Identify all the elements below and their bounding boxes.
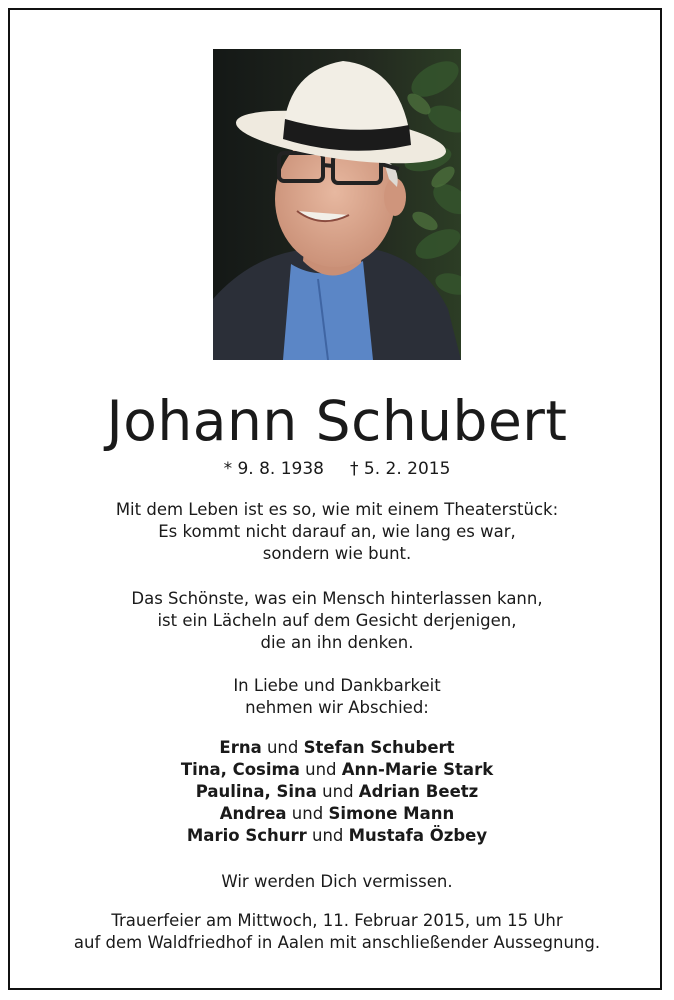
family-row bbox=[0, 825, 674, 847]
service-line: Trauerfeier am Mittwoch, 11. Februar 2015, um 15 Uhr bbox=[111, 911, 563, 930]
family-name: Stefan Schubert bbox=[303, 738, 455, 757]
family-joiner: und bbox=[316, 782, 359, 801]
quote-line: ist ein Lächeln auf dem Gesicht derjenigen, bbox=[157, 611, 517, 630]
family-name: Ann-Marie Stark bbox=[341, 760, 494, 779]
family-joiner: und bbox=[286, 804, 329, 823]
farewell-text bbox=[0, 675, 674, 719]
quote-line: Es kommt nicht darauf an, wie lang es war, bbox=[158, 522, 516, 541]
family-name: Erna bbox=[219, 738, 262, 757]
quote-theater bbox=[0, 499, 674, 565]
farewell-line: nehmen wir Abschied: bbox=[245, 698, 429, 717]
quote-smile bbox=[0, 588, 674, 654]
quote-line: Mit dem Leben ist es so, wie mit einem Theaterstück: bbox=[115, 500, 559, 519]
portrait-photo bbox=[213, 49, 461, 360]
family-name: Adrian Beetz bbox=[358, 782, 479, 801]
family-joiner: und bbox=[306, 826, 349, 845]
family-name: Mustafa Özbey bbox=[348, 826, 488, 845]
family-name: Simone Mann bbox=[328, 804, 455, 823]
farewell-line: In Liebe und Dankbarkeit bbox=[233, 676, 441, 695]
family-name: Mario Schurr bbox=[186, 826, 307, 845]
closing-line: Wir werden Dich vermissen. bbox=[221, 872, 453, 891]
service-line: auf dem Waldfriedhof in Aalen mit anschließender Aussegnung. bbox=[73, 933, 601, 952]
family-row bbox=[0, 781, 674, 803]
family-joiner: und bbox=[299, 760, 342, 779]
family-joiner: und bbox=[261, 738, 304, 757]
life-dates bbox=[0, 458, 674, 480]
quote-line: Das Schönste, was ein Mensch hinterlassen kann, bbox=[131, 589, 543, 608]
family-row bbox=[0, 759, 674, 781]
family-name: Andrea bbox=[219, 804, 287, 823]
quote-line: die an ihn denken. bbox=[260, 633, 414, 652]
birth-date: * 9. 8. 1938 bbox=[223, 459, 324, 479]
family-row bbox=[0, 737, 674, 759]
service-info bbox=[0, 910, 674, 954]
closing-text bbox=[0, 871, 674, 893]
death-date: † 5. 2. 2015 bbox=[350, 459, 451, 479]
family-name: Tina, Cosima bbox=[180, 760, 300, 779]
family-name: Paulina, Sina bbox=[195, 782, 317, 801]
portrait-image bbox=[213, 49, 461, 360]
deceased-name: Johann Schubert bbox=[106, 389, 568, 453]
quote-line: sondern wie bunt. bbox=[262, 544, 412, 563]
family-row bbox=[0, 803, 674, 825]
family-list bbox=[0, 737, 674, 847]
